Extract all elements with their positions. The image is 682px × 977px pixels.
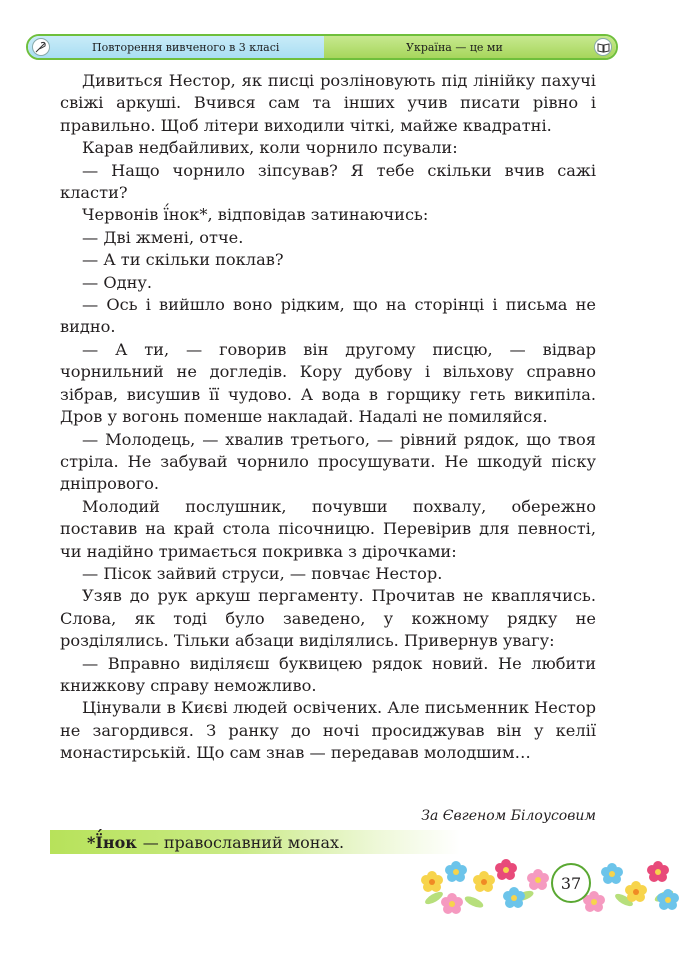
flower — [625, 881, 647, 902]
story-text — [60, 70, 596, 765]
flower — [441, 893, 463, 914]
paragraph: Карав недбайливих, коли чорнило псували: — [82, 138, 458, 158]
paragraph: — Вправно виділяєш буквицею рядок новий. Не любити книжкову справу неможливо. — [60, 653, 596, 695]
paragraph: — Одну. — [82, 272, 153, 292]
quill-icon — [32, 38, 50, 56]
flower — [601, 863, 623, 884]
section-header — [28, 36, 324, 58]
flower — [421, 871, 443, 892]
paragraph: Молодий послушник, почувши похвалу, обережно поставив на край стола пісочницю. Перевірив для певності, чи надійно тримається покривка з дірочками: — [60, 496, 596, 561]
paragraph: Червонів ї́нок*, відповідав затинаючись: — [82, 205, 429, 225]
paragraph: — А ти скільки поклав? — [82, 250, 284, 270]
paragraph: Цінували в Києві людей освічених. Але письменник Нестор не загордився. З ранку до ночі просиджував він у келії монастирській. Що сам знав — передавав молодшим… — [60, 698, 596, 763]
footnote-definition: — православний монах. — [142, 832, 345, 852]
flower — [527, 869, 549, 890]
flower — [657, 889, 679, 910]
footnote — [50, 830, 460, 854]
paragraph: Узяв до рук аркуш пергаменту. Прочитав не кваплячись. Слова, як тоді було заведено, у кожному рядку не розділялись. Тільки абзаци виділялись. Привернув увагу: — [60, 586, 596, 651]
source-attribution: За Євгеном Білоусовим — [421, 808, 596, 824]
paragraph: — Ось і вийшло воно рідким, що на сторінці і письма не видно. — [60, 295, 596, 337]
paragraph: — Молодець, — хвалив третього, — рівний рядок, що твоя стріла. Не забувай чорнило просушувати. Не шкодуй піску дніпрового. — [60, 429, 596, 494]
paragraph: Дивиться Нестор, як писці розліновують під лінійку пахучі свіжі аркуші. Вчився сам та інших учив писати рівно і правильно. Щоб літери виходили чіткі, майже квадратні. — [60, 71, 596, 135]
footnote-term: *Ї́нок — [87, 832, 137, 852]
paragraph: — А ти, — говорив він другому писцю, — відвар чорнильний не догледів. Кору дубову і вільхову справно зібрав, висушив її чудово. А вода в горщику геть википіла. Дров у вогонь поменше накладай. Надалі не помиляйся. — [60, 339, 596, 427]
book-icon — [594, 38, 612, 56]
flower — [647, 861, 669, 882]
page-number: 37 — [551, 863, 591, 903]
topic-header — [324, 36, 616, 58]
paragraph: — Дві жмені, отче. — [82, 227, 244, 247]
flower — [495, 859, 517, 880]
flower-decoration — [414, 852, 682, 928]
flower — [503, 887, 525, 908]
section-title: Повторення вивченого в 3 класі — [92, 40, 280, 54]
paragraph: — Пісок зайвий струси, — повчає Нестор. — [82, 563, 443, 583]
page-header — [26, 34, 618, 60]
topic-title: Україна — це ми — [406, 40, 503, 54]
flower — [445, 861, 467, 882]
paragraph: — Нащо чорнило зіпсував? Я тебе скільки вчив сажі класти? — [60, 160, 596, 203]
flower — [473, 871, 495, 892]
